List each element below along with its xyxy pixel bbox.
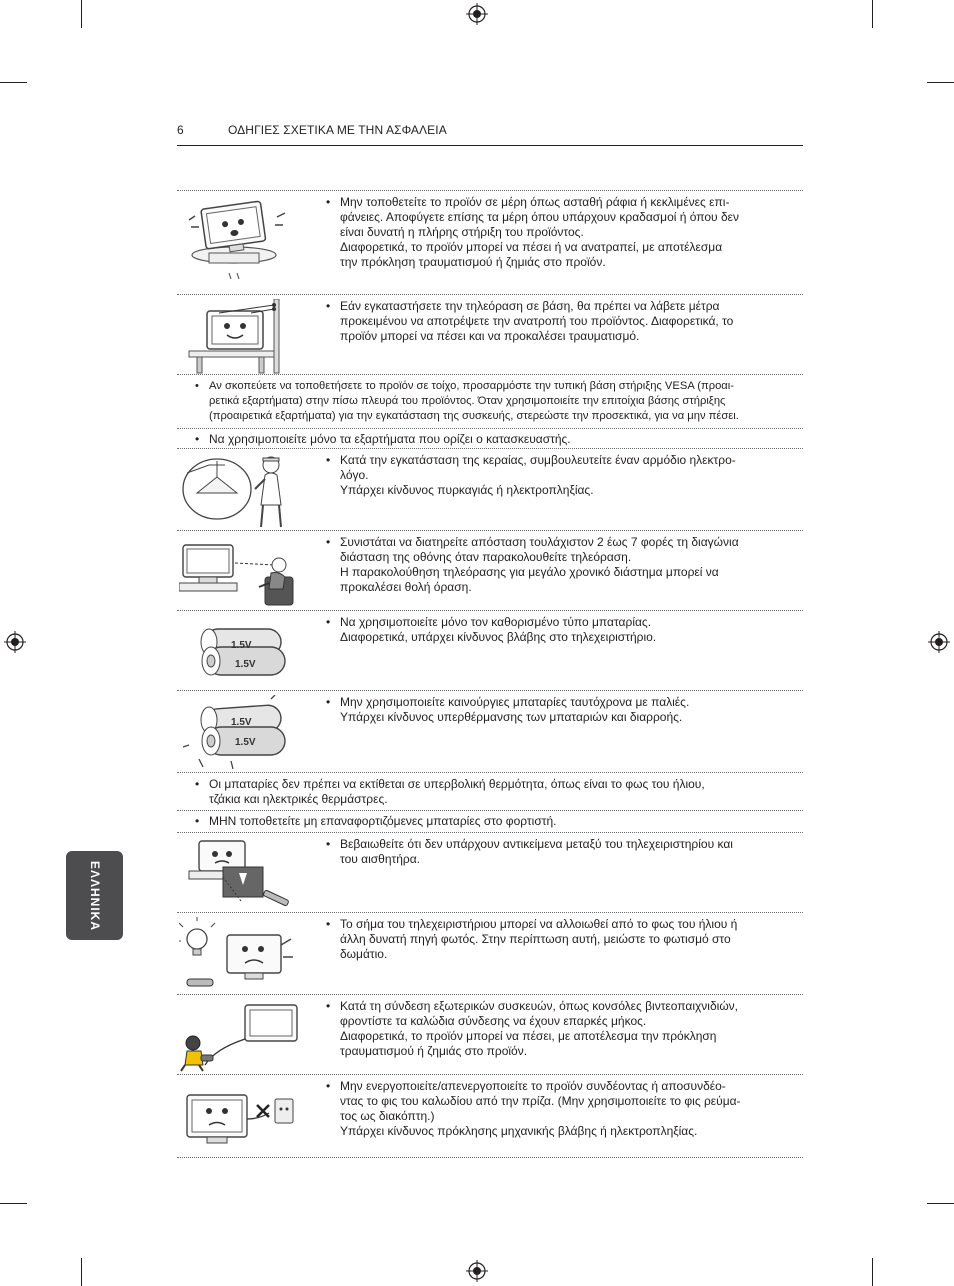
safety-text: • Κατά τη σύνδεση εξωτερικών συσκευών, όπως κονσόλες βιντεοπαιχνιδιών, φροντίστε τα καλώδια σύνδεσης να έχουν επαρκές μήκος. Διαφορετικά, το προϊόν μπορεί να πέσει, με αποτέλεσμα την πρόκληση τραυματισμού ή ζημιάς στο προϊόν. xyxy=(326,999,739,1058)
safety-text: • Κατά την εγκατάσταση της κεραίας, συμβουλευτείτε έναν αρμόδιο ηλεκτρο- λόγο. Υπάρχει κίνδυνος πυρκαγιάς ή ηλεκτροπληξίας. xyxy=(326,453,736,497)
safety-item xyxy=(177,374,803,429)
safety-text: • Εάν εγκαταστήσετε την τηλεόραση σε βάση, θα πρέπει να λάβετε μέτρα προκειμένου να αποτρέψετε την ανατροπή του προϊόντος. Διαφορετικά, το προϊόν μπορεί να πέσει και να προκαλέσει τραυματισμό. xyxy=(326,299,734,343)
item-text: Μην χρησιμοποιείτε καινούργιες μπαταρίες ταυτόχρονα με παλιές. Υπάρχει κίνδυνος υπερθέρμανσης των μπαταριών και διαρροής. xyxy=(340,695,690,724)
battery-label: 1.5V xyxy=(235,659,256,670)
old-new-batteries-icon xyxy=(179,695,299,773)
tv-on-unstable-shelf-icon xyxy=(179,195,299,285)
item-text: Μην ενεργοποιείτε/απενεργοποιείτε το προϊόν συνδέοντας ή αποσυνδέο- ντας το φις του καλωδίου από την πρίζα. (Μην χρησιμοποιείτε το φις ρεύμα- τος ως διακόπτη.) Υπάρχει κίνδυνος πρόκλησης μηχανικής βλάβης ή ηλεκτροπληξίας. xyxy=(340,1079,741,1138)
section-title: ΟΔΗΓΙΕΣ ΣΧΕΤΙΚΑ ΜΕ ΤΗΝ ΑΣΦΑΛΕΙΑ xyxy=(228,123,447,137)
safety-item xyxy=(177,690,803,773)
item-text: Βεβαιωθείτε ότι δεν υπάρχουν αντικείμενα μεταξύ του τηλεχειριστηρίου και του αισθητήρα. xyxy=(340,837,733,866)
safety-text: • Μην τοποθετείτε το προϊόν σε μέρη όπως ασταθή ράφια ή κεκλιμένες επι- φάνειες. Αποφύγετε επίσης τα μέρη όπου υπάρχουν κραδασμοί ή όπου δεν είναι δυνατή η πλήρης στήριξη του προϊόντος. Διαφορετικά, το προϊόν μπορεί να πέσει ή να ανατραπεί, με αποτέλεσμα την πρόκληση τραυματισμού ή ζημιάς στο προϊόν. xyxy=(326,195,739,269)
safety-text: • Αν σκοπεύετε να τοποθετήσετε το προϊόν σε τοίχο, προσαρμόστε την τυπική βάση στήριξης VESA (προαι- ρετικά εξαρτήματα) στην πίσω πλευρά του προϊόντος. Όταν χρησιμοποιείτε την επιτοίχια βάσης στήριξης (προαιρετικά εξαρτήματα) για την εγκατάσταση της συσκευής, στερεώστε την προσεκτικά, για να μην πέσει. xyxy=(195,380,739,422)
viewing-distance-icon xyxy=(179,535,299,611)
language-tab xyxy=(66,851,123,940)
language-tab-label: ΕΛΛΗΝΙΚΑ xyxy=(87,860,102,931)
safety-text: • Βεβαιωθείτε ότι δεν υπάρχουν αντικείμενα μεταξύ του τηλεχειριστηρίου και του αισθητήρα. xyxy=(326,837,733,866)
item-text: Να χρησιμοποιείτε μόνο τα εξαρτήματα που ορίζει ο κατασκευαστής. xyxy=(209,432,571,446)
safety-item xyxy=(177,994,803,1075)
bright-light-icon xyxy=(179,917,299,995)
safety-text: • Οι μπαταρίες δεν πρέπει να εκτίθεται σε υπερβολική θερμότητα, όπως είναι το φως του ήλιου, τζάκια και ηλεκτρικές θερμάστρες. xyxy=(195,777,705,806)
tv-wall-secured-icon xyxy=(179,299,299,375)
safety-text: • Το σήμα του τηλεχειριστήριου μπορεί να αλλοιωθεί από το φως του ήλιου ή άλλη δυνατή πηγή φωτός. Στην περίπτωση αυτή, μειώστε το φωτισμό στο δωμάτιο. xyxy=(326,917,738,961)
safety-text: • Να χρησιμοποιείτε μόνο τον καθορισμένο τύπο μπαταρίας. Διαφορετικά, υπάρχει κίνδυνος βλάβης στο τηλεχειριστήριο. xyxy=(326,615,657,644)
item-text: ΜΗΝ τοποθετείτε μη επαναφορτιζόμενες μπαταρίες στο φορτιστή. xyxy=(209,814,557,828)
item-text: Εάν εγκαταστήσετε την τηλεόραση σε βάση, θα πρέπει να λάβετε μέτρα προκειμένου να αποτρέψετε την ανατροπή του προϊόντος. Διαφορετικά, το προϊόν μπορεί να πέσει και να προκαλέσει τραυματισμό. xyxy=(340,299,734,343)
crop-mark xyxy=(0,1203,27,1204)
item-text: Κατά τη σύνδεση εξωτερικών συσκευών, όπως κονσόλες βιντεοπαιχνιδιών, φροντίστε τα καλώδια σύνδεσης να έχουν επαρκές μήκος. Διαφορετικά, το προϊόν μπορεί να πέσει, με αποτέλεσμα την πρόκληση τραυματισμού ή ζημιάς στο προϊόν. xyxy=(340,999,739,1058)
safety-item xyxy=(177,428,803,449)
safety-item xyxy=(177,1074,803,1158)
item-text: Αν σκοπεύετε να τοποθετήσετε το προϊόν σε τοίχο, προσαρμόστε την τυπική βάση στήριξης VESA (προαι- ρετικά εξαρτήματα) στην πίσω πλευρά του προϊόντος. Όταν χρησιμοποιείτε την επιτοίχια βάσης στήριξης (προαιρετικά εξαρτήματα) για την εγκατάσταση της συσκευής, στερεώστε την προσεκτικά, για να μην πέσει. xyxy=(209,380,739,422)
safety-item xyxy=(177,772,803,811)
safety-text: • Μην χρησιμοποιείτε καινούργιες μπαταρίες ταυτόχρονα με παλιές. Υπάρχει κίνδυνος υπερθέρμανσης των μπαταριών και διαρροής. xyxy=(326,695,690,724)
safety-item xyxy=(177,610,803,691)
unplug-power-icon xyxy=(179,1079,299,1157)
battery-label: 1.5V xyxy=(235,737,256,748)
item-text: Συνιστάται να διατηρείτε απόσταση τουλάχιστον 2 έως 7 φορές τη διαγώνια διάσταση της οθόνης όταν παρακολουθείτε τηλεόραση. Η παρακολούθηση τηλεόρασης για μεγάλο χρονικό διάστημα μπορεί να προκαλέσει θολή όραση. xyxy=(340,535,739,594)
game-console-cable-icon xyxy=(179,999,299,1075)
crop-mark xyxy=(927,82,954,83)
page-header xyxy=(177,123,803,146)
safety-text: • ΜΗΝ τοποθετείτε μη επαναφορτιζόμενες μπαταρίες στο φορτιστή. xyxy=(195,814,557,828)
safety-item xyxy=(177,912,803,995)
page-number: 6 xyxy=(177,123,184,137)
crop-mark xyxy=(81,0,82,28)
registration-mark-icon xyxy=(466,3,488,25)
safety-item xyxy=(177,294,803,375)
safety-item xyxy=(177,832,803,913)
item-text: Κατά την εγκατάσταση της κεραίας, συμβουλευτείτε έναν αρμόδιο ηλεκτρο- λόγο. Υπάρχει κίνδυνος πυρκαγιάς ή ηλεκτροπληξίας. xyxy=(340,453,736,497)
item-text: Οι μπαταρίες δεν πρέπει να εκτίθεται σε υπερβολική θερμότητα, όπως είναι το φως του ήλιου, τζάκια και ηλεκτρικές θερμάστρες. xyxy=(209,777,705,806)
registration-mark-icon xyxy=(4,631,26,653)
registration-mark-icon xyxy=(466,1260,488,1282)
safety-text: • Συνιστάται να διατηρείτε απόσταση τουλάχιστον 2 έως 7 φορές τη διαγώνια διάσταση της οθόνης όταν παρακολουθείτε τηλεόραση. Η παρακολούθηση τηλεόρασης για μεγάλο χρονικό διάστημα μπορεί να προκαλέσει θολή όραση. xyxy=(326,535,739,594)
crop-mark xyxy=(872,0,873,28)
safety-item xyxy=(177,530,803,611)
crop-mark xyxy=(872,1258,873,1286)
crop-mark xyxy=(0,82,27,83)
batteries-icon xyxy=(179,615,299,691)
item-text: Το σήμα του τηλεχειριστήριου μπορεί να αλλοιωθεί από το φως του ήλιου ή άλλη δυνατή πηγή φωτός. Στην περίπτωση αυτή, μειώστε το φωτισμό στο δωμάτιο. xyxy=(340,917,738,961)
battery-label: 1.5V xyxy=(231,717,252,728)
registration-mark-icon xyxy=(928,631,950,653)
antenna-technician-icon xyxy=(179,453,299,531)
battery-label: 1.5V xyxy=(231,640,252,651)
remote-sensor-blocked-icon xyxy=(179,837,299,913)
crop-mark xyxy=(81,1258,82,1286)
safety-item xyxy=(177,810,803,833)
safety-text: • Να χρησιμοποιείτε μόνο τα εξαρτήματα που ορίζει ο κατασκευαστής. xyxy=(195,432,571,446)
item-text: Μην τοποθετείτε το προϊόν σε μέρη όπως ασταθή ράφια ή κεκλιμένες επι- φάνειες. Αποφύγετε επίσης τα μέρη όπου υπάρχουν κραδασμοί ή όπου δεν είναι δυνατή η πλήρης στήριξη του προϊόντος. Διαφορετικά, το προϊόν μπορεί να πέσει ή να ανατραπεί, με αποτέλεσμα την πρόκληση τραυματισμού ή ζημιάς στο προϊόν. xyxy=(340,195,739,269)
safety-item xyxy=(177,190,803,295)
item-text: Να χρησιμοποιείτε μόνο τον καθορισμένο τύπο μπαταρίας. Διαφορετικά, υπάρχει κίνδυνος βλάβης στο τηλεχειριστήριο. xyxy=(340,615,657,644)
safety-text: • Μην ενεργοποιείτε/απενεργοποιείτε το προϊόν συνδέοντας ή αποσυνδέο- ντας το φις του καλωδίου από την πρίζα. (Μην χρησιμοποιείτε το φις ρεύμα- τος ως διακόπτη.) Υπάρχει κίνδυνος πρόκλησης μηχανικής βλάβης ή ηλεκτροπληξίας. xyxy=(326,1079,741,1138)
safety-item xyxy=(177,448,803,531)
crop-mark xyxy=(927,1203,954,1204)
